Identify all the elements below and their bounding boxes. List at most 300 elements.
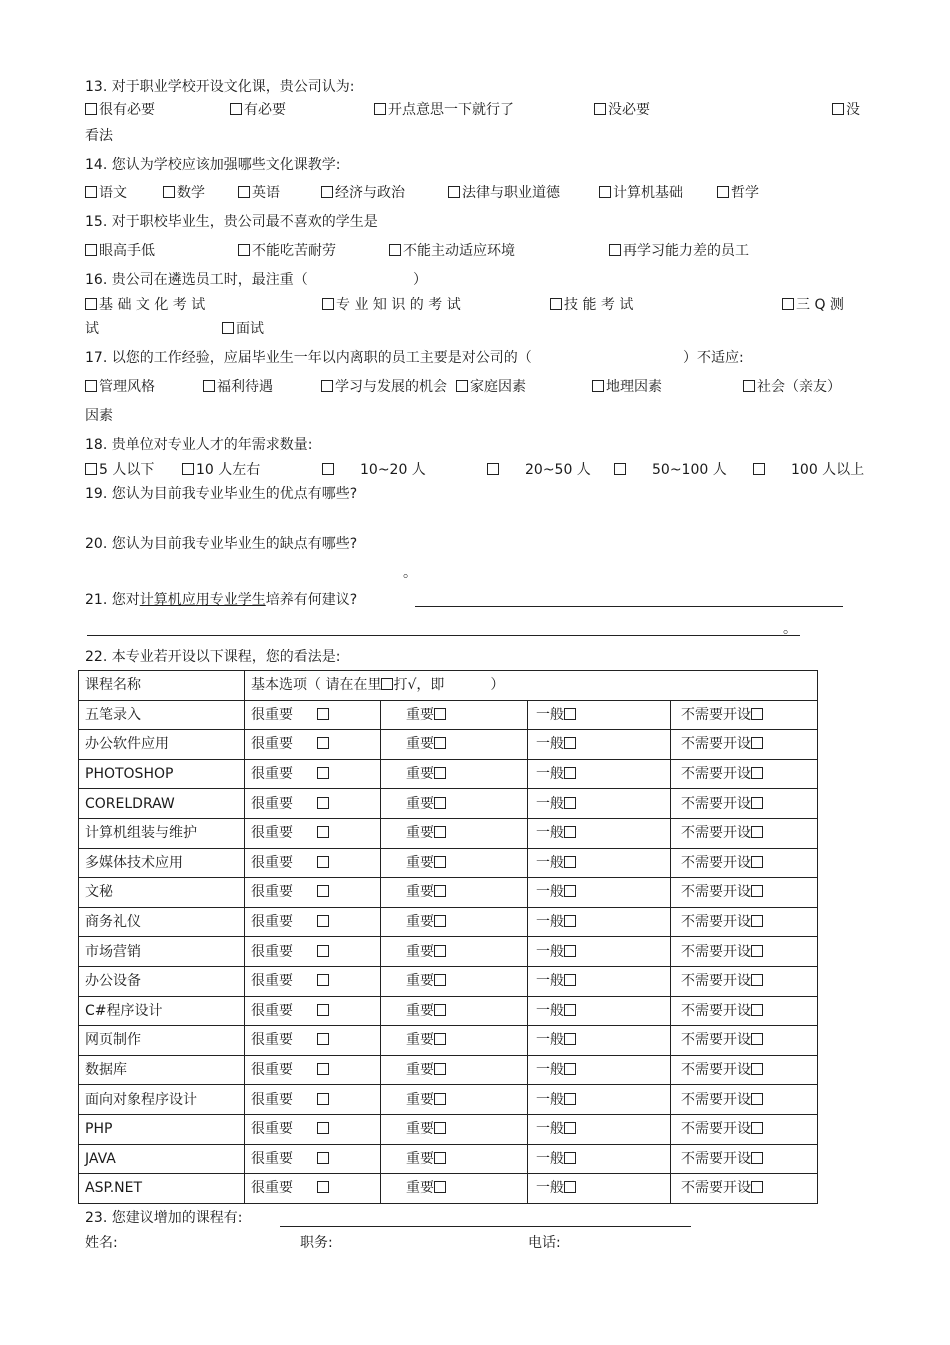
checkbox-icon[interactable] [751, 885, 763, 897]
rating-cell[interactable] [528, 818, 671, 848]
rating-label: 一般 [536, 1180, 564, 1197]
rating-cell[interactable] [245, 1114, 381, 1144]
checkbox-icon[interactable] [434, 737, 446, 749]
q14-option-4[interactable]: 经济与政治 [321, 184, 405, 202]
q14-option-1[interactable]: 语文 [85, 184, 127, 202]
q13-option-2[interactable]: 有必要 [230, 101, 286, 119]
rating-cell[interactable] [245, 759, 381, 789]
checkbox-icon[interactable] [434, 915, 446, 927]
q21-end-mark: 。 [783, 621, 797, 637]
checkbox-icon[interactable] [832, 103, 844, 115]
rating-label: 重要 [406, 854, 434, 871]
checkbox-icon[interactable] [85, 244, 97, 256]
rating-cell[interactable] [671, 937, 818, 967]
checkbox-icon[interactable] [564, 708, 576, 720]
rating-label: 一般 [536, 1062, 564, 1079]
checkbox-icon[interactable] [317, 1122, 329, 1134]
checkbox-icon[interactable] [564, 1033, 576, 1045]
rating-cell[interactable] [245, 1174, 381, 1204]
q21-answer-line-2[interactable] [87, 635, 800, 636]
rating-label: 很重要 [251, 854, 293, 871]
checkbox-icon[interactable] [564, 1093, 576, 1105]
rating-cell[interactable] [671, 759, 818, 789]
checkbox-icon[interactable] [85, 380, 97, 392]
checkbox-icon[interactable] [599, 186, 611, 198]
checkbox-icon[interactable] [564, 826, 576, 838]
rating-cell[interactable] [381, 759, 528, 789]
rating-cell[interactable] [671, 966, 818, 996]
checkbox-icon[interactable] [85, 463, 97, 475]
checkbox-icon[interactable] [389, 244, 401, 256]
rating-cell[interactable] [381, 730, 528, 760]
checkbox-icon[interactable] [564, 974, 576, 986]
rating-label: 不需要开设 [681, 1002, 751, 1019]
checkbox-icon[interactable] [751, 797, 763, 809]
rating-cell[interactable] [245, 996, 381, 1026]
checkbox-icon[interactable] [317, 1152, 329, 1164]
q18-question: 18. 贵单位对专业人才的年需求数量: [85, 437, 313, 453]
checkbox-icon[interactable] [374, 103, 386, 115]
q16-option-4[interactable]: 三 Q 测 [782, 296, 844, 314]
table-row [79, 730, 818, 760]
table-row [79, 848, 818, 878]
checkbox-icon[interactable] [434, 797, 446, 809]
rating-label: 不需要开设 [681, 884, 751, 901]
checkbox-icon[interactable] [609, 244, 621, 256]
q13-option-1[interactable]: 很有必要 [85, 101, 155, 119]
rating-label: 一般 [536, 766, 564, 783]
checkbox-icon[interactable] [85, 103, 97, 115]
rating-cell[interactable] [671, 818, 818, 848]
rating-cell[interactable] [528, 1085, 671, 1115]
rating-cell[interactable] [245, 937, 381, 967]
rating-cell[interactable] [381, 996, 528, 1026]
checkbox-icon[interactable] [434, 826, 446, 838]
rating-cell[interactable] [245, 789, 381, 819]
rating-cell[interactable] [381, 937, 528, 967]
rating-cell[interactable] [381, 1144, 528, 1174]
table-row [79, 700, 818, 730]
table-row [79, 1144, 818, 1174]
q16-question-end: ） [413, 272, 427, 288]
rating-label: 一般 [536, 854, 564, 871]
rating-label: 一般 [536, 825, 564, 842]
checkbox-icon[interactable] [456, 380, 468, 392]
checkbox-icon[interactable] [614, 463, 626, 475]
course-name: 数据库 [79, 1055, 245, 1085]
course-name: 计算机组装与维护 [79, 818, 245, 848]
q14-option-7[interactable]: 哲学 [717, 184, 759, 202]
rating-cell[interactable] [528, 730, 671, 760]
checkbox-icon[interactable] [753, 463, 765, 475]
rating-cell[interactable] [671, 996, 818, 1026]
rating-cell[interactable] [381, 966, 528, 996]
checkbox-icon[interactable] [163, 186, 175, 198]
q14-option-2[interactable]: 数学 [163, 184, 205, 202]
checkbox-icon[interactable] [322, 298, 334, 310]
rating-cell[interactable] [245, 1026, 381, 1056]
rating-cell[interactable] [245, 966, 381, 996]
checkbox-icon[interactable] [564, 856, 576, 868]
q18-option-4[interactable]: 20~50 人 [487, 461, 591, 479]
checkbox-icon[interactable] [592, 380, 604, 392]
name-label: 姓名: [85, 1235, 118, 1251]
rating-cell[interactable] [671, 848, 818, 878]
checkbox-icon[interactable] [717, 186, 729, 198]
rating-cell[interactable] [671, 730, 818, 760]
table-row [79, 789, 818, 819]
rating-label: 不需要开设 [681, 914, 751, 931]
rating-label: 很重要 [251, 1002, 293, 1019]
rating-label: 重要 [406, 1032, 434, 1049]
rating-label: 不需要开设 [681, 1150, 751, 1167]
checkbox-icon[interactable] [317, 915, 329, 927]
rating-label: 重要 [406, 736, 434, 753]
rating-cell[interactable] [528, 1026, 671, 1056]
rating-cell[interactable] [381, 1055, 528, 1085]
q18-option-6[interactable]: 100 人以上 [753, 461, 864, 479]
rating-label: 很重要 [251, 795, 293, 812]
rating-label: 很重要 [251, 1150, 293, 1167]
course-name: 办公软件应用 [79, 730, 245, 760]
rating-label: 一般 [536, 1002, 564, 1019]
rating-cell[interactable] [381, 700, 528, 730]
checkbox-icon[interactable] [434, 1181, 446, 1193]
rating-cell[interactable] [245, 1085, 381, 1115]
checkbox-icon[interactable] [594, 103, 606, 115]
q16-option-2[interactable]: 专 业 知 识 的 考 试 [322, 296, 461, 314]
rating-label: 不需要开设 [681, 766, 751, 783]
rating-label: 重要 [406, 884, 434, 901]
rating-cell[interactable] [528, 878, 671, 908]
rating-cell[interactable] [671, 1026, 818, 1056]
rating-label: 一般 [536, 1121, 564, 1138]
rating-cell[interactable] [671, 1174, 818, 1204]
checkbox-icon[interactable] [203, 380, 215, 392]
checkbox-icon[interactable] [751, 708, 763, 720]
rating-cell[interactable] [245, 700, 381, 730]
rating-cell[interactable] [671, 1114, 818, 1144]
checkbox-icon[interactable] [782, 298, 794, 310]
checkbox-icon[interactable] [317, 797, 329, 809]
checkbox-icon[interactable] [434, 1122, 446, 1134]
checkbox-icon[interactable] [317, 767, 329, 779]
rating-label: 不需要开设 [681, 1091, 751, 1108]
rating-cell[interactable] [381, 848, 528, 878]
q19-question: 19. 您认为目前我专业毕业生的优点有哪些? [85, 486, 358, 502]
checkbox-icon[interactable] [751, 1063, 763, 1075]
rating-label: 很重要 [251, 1032, 293, 1049]
rating-cell[interactable] [528, 1174, 671, 1204]
checkbox-icon[interactable] [317, 974, 329, 986]
course-name: PHOTOSHOP [79, 759, 245, 789]
checkbox-icon[interactable] [564, 885, 576, 897]
table-row [79, 1026, 818, 1056]
checkbox-icon[interactable] [743, 380, 755, 392]
checkbox-icon[interactable] [317, 945, 329, 957]
rating-cell[interactable] [528, 996, 671, 1026]
q17-continuation: 因素 [85, 408, 113, 424]
rating-label: 重要 [406, 973, 434, 990]
checkbox-icon[interactable] [434, 1033, 446, 1045]
rating-label: 很重要 [251, 1121, 293, 1138]
q14-option-3[interactable]: 英语 [238, 184, 280, 202]
table-row [79, 1174, 818, 1204]
rating-cell[interactable] [381, 818, 528, 848]
rating-cell[interactable] [381, 907, 528, 937]
checkbox-icon[interactable] [564, 1181, 576, 1193]
rating-label: 重要 [406, 1150, 434, 1167]
q15-option-4[interactable]: 再学习能力差的员工 [609, 242, 749, 260]
rating-label: 不需要开设 [681, 1062, 751, 1079]
q18-option-2[interactable]: 10 人左右 [182, 461, 260, 479]
checkbox-icon[interactable] [317, 1181, 329, 1193]
rating-label: 重要 [406, 1121, 434, 1138]
q13-option-4[interactable]: 没必要 [594, 101, 650, 119]
course-name: 文秘 [79, 878, 245, 908]
q16-option-3[interactable]: 技 能 考 试 [550, 296, 633, 314]
rating-label: 不需要开设 [681, 1180, 751, 1197]
q16-option-1[interactable]: 基 础 文 化 考 试 [85, 296, 205, 314]
table-header-row [79, 671, 818, 701]
checkbox-icon[interactable] [434, 885, 446, 897]
rating-cell[interactable] [528, 1114, 671, 1144]
course-name: CORELDRAW [79, 789, 245, 819]
q17-option-4[interactable]: 家庭因素 [456, 378, 526, 396]
rating-cell[interactable] [245, 818, 381, 848]
rating-cell[interactable] [528, 789, 671, 819]
checkbox-icon[interactable] [238, 186, 250, 198]
q21-answer-line[interactable] [415, 606, 843, 607]
checkbox-icon[interactable] [85, 186, 97, 198]
checkbox-icon[interactable] [751, 915, 763, 927]
q17-option-2[interactable]: 福利待遇 [203, 378, 273, 396]
checkbox-icon[interactable] [434, 945, 446, 957]
rating-cell[interactable] [671, 1055, 818, 1085]
rating-label: 一般 [536, 1150, 564, 1167]
rating-cell[interactable] [381, 1026, 528, 1056]
q23-question: 23. 您建议增加的课程有: [85, 1210, 243, 1226]
checkbox-icon[interactable] [448, 186, 460, 198]
rating-cell[interactable] [528, 966, 671, 996]
checkbox-icon[interactable] [487, 463, 499, 475]
q23-answer-line[interactable] [280, 1226, 691, 1227]
rating-label: 很重要 [251, 766, 293, 783]
checkbox-icon[interactable] [751, 1033, 763, 1045]
checkbox-icon[interactable] [317, 826, 329, 838]
q15-option-1[interactable]: 眼高手低 [85, 242, 155, 260]
checkbox-icon[interactable] [317, 1063, 329, 1075]
rating-cell[interactable] [381, 789, 528, 819]
checkbox-icon[interactable] [434, 1152, 446, 1164]
course-name: C#程序设计 [79, 996, 245, 1026]
checkbox-icon[interactable] [434, 708, 446, 720]
checkbox-icon[interactable] [751, 767, 763, 779]
checkbox-icon[interactable] [230, 103, 242, 115]
checkbox-icon[interactable] [550, 298, 562, 310]
rating-label: 很重要 [251, 914, 293, 931]
rating-cell[interactable] [671, 700, 818, 730]
q16-option-5[interactable]: 面试 [222, 320, 264, 338]
q21-question: 21. 您对计算机应用专业学生培养有何建议? [85, 592, 358, 608]
q15-option-3[interactable]: 不能主动适应环境 [389, 242, 515, 260]
q17-option-5[interactable]: 地理因素 [592, 378, 662, 396]
q17-option-3[interactable]: 学习与发展的机会 [321, 378, 447, 396]
rating-cell[interactable] [528, 700, 671, 730]
rating-cell[interactable] [245, 730, 381, 760]
table-row [79, 1114, 818, 1144]
rating-cell[interactable] [381, 1114, 528, 1144]
rating-cell[interactable] [528, 848, 671, 878]
checkbox-icon[interactable] [85, 298, 97, 310]
checkbox-icon[interactable] [564, 767, 576, 779]
rating-label: 重要 [406, 825, 434, 842]
q13-option-3[interactable]: 开点意思一下就行了 [374, 101, 514, 119]
rating-cell[interactable] [245, 1055, 381, 1085]
table-row [79, 878, 818, 908]
q20-question: 20. 您认为目前我专业毕业生的缺点有哪些? [85, 536, 358, 552]
course-table [78, 670, 818, 1204]
checkbox-icon[interactable] [751, 974, 763, 986]
q17-question: 17. 以您的工作经验，应届毕业生一年以内离职的员工主要是对公司的（ [85, 350, 532, 366]
checkbox-icon[interactable] [751, 1181, 763, 1193]
checkbox-icon[interactable] [564, 1063, 576, 1075]
q13-option-5[interactable]: 没 [832, 101, 860, 119]
checkbox-icon[interactable] [434, 1004, 446, 1016]
rating-cell[interactable] [671, 907, 818, 937]
q20-end-mark: 。 [403, 565, 417, 581]
checkbox-icon[interactable] [564, 1004, 576, 1016]
rating-cell[interactable] [245, 1144, 381, 1174]
rating-label: 一般 [536, 1091, 564, 1108]
rating-label: 重要 [406, 766, 434, 783]
q18-option-3[interactable]: 10~20 人 [322, 461, 426, 479]
checkbox-icon[interactable] [182, 463, 194, 475]
rating-label: 不需要开设 [681, 795, 751, 812]
checkbox-icon[interactable] [322, 463, 334, 475]
rating-label: 不需要开设 [681, 1121, 751, 1138]
rating-label: 很重要 [251, 825, 293, 842]
rating-cell[interactable] [381, 1174, 528, 1204]
checkbox-icon[interactable] [238, 244, 250, 256]
q18-option-5[interactable]: 50~100 人 [614, 461, 727, 479]
rating-label: 不需要开设 [681, 973, 751, 990]
checkbox-icon[interactable] [564, 737, 576, 749]
checkbox-icon[interactable] [564, 1122, 576, 1134]
checkbox-icon[interactable] [222, 322, 234, 334]
course-name: 网页制作 [79, 1026, 245, 1056]
rating-cell[interactable] [245, 907, 381, 937]
checkbox-icon[interactable] [434, 974, 446, 986]
rating-cell[interactable] [528, 1144, 671, 1174]
checkbox-icon[interactable] [751, 1093, 763, 1105]
rating-cell[interactable] [528, 937, 671, 967]
rating-label: 重要 [406, 1091, 434, 1108]
rating-cell[interactable] [671, 789, 818, 819]
checkbox-icon[interactable] [564, 915, 576, 927]
checkbox-icon[interactable] [751, 1004, 763, 1016]
table-row [79, 1055, 818, 1085]
rating-label: 很重要 [251, 706, 293, 723]
q16-continuation: 试 [85, 321, 99, 337]
q18-option-1[interactable]: 5 人以下 [85, 461, 154, 479]
checkbox-icon[interactable] [751, 856, 763, 868]
rating-cell[interactable] [671, 878, 818, 908]
checkbox-icon[interactable] [434, 1063, 446, 1075]
rating-label: 不需要开设 [681, 706, 751, 723]
course-name-header: 课程名称 [79, 671, 245, 701]
rating-label: 不需要开设 [681, 943, 751, 960]
table-row [79, 937, 818, 967]
position-label: 职务: [300, 1235, 333, 1251]
rating-label: 重要 [406, 914, 434, 931]
course-name: 商务礼仪 [79, 907, 245, 937]
q15-option-2[interactable]: 不能吃苦耐劳 [238, 242, 336, 260]
rating-label: 一般 [536, 884, 564, 901]
rating-label: 很重要 [251, 1180, 293, 1197]
rating-cell[interactable] [381, 1085, 528, 1115]
q13-question: 13. 对于职业学校开设文化课，贵公司认为: [85, 79, 355, 95]
rating-cell[interactable] [245, 878, 381, 908]
course-name: 五笔录入 [79, 700, 245, 730]
rating-label: 不需要开设 [681, 736, 751, 753]
checkbox-icon[interactable] [317, 1004, 329, 1016]
options-header: 基本选项（ 请在在里 打√，即 ） [245, 671, 818, 701]
checkbox-icon[interactable] [321, 380, 333, 392]
q17-option-6[interactable]: 社会（亲友） [743, 378, 841, 396]
rating-label: 重要 [406, 1062, 434, 1079]
checkbox-icon[interactable] [317, 856, 329, 868]
checkbox-icon[interactable] [751, 826, 763, 838]
checkbox-icon[interactable] [434, 1093, 446, 1105]
checkbox-icon[interactable] [434, 767, 446, 779]
checkbox-icon[interactable] [751, 945, 763, 957]
rating-cell[interactable] [528, 907, 671, 937]
rating-cell[interactable] [381, 878, 528, 908]
rating-cell[interactable] [245, 848, 381, 878]
q14-option-5[interactable]: 法律与职业道德 [448, 184, 560, 202]
q14-option-6[interactable]: 计算机基础 [599, 184, 683, 202]
checkbox-icon[interactable] [751, 1152, 763, 1164]
checkbox-icon[interactable] [317, 708, 329, 720]
rating-cell[interactable] [528, 1055, 671, 1085]
rating-label: 一般 [536, 706, 564, 723]
course-name: 多媒体技术应用 [79, 848, 245, 878]
checkbox-icon[interactable] [317, 737, 329, 749]
checkbox-icon[interactable] [317, 885, 329, 897]
rating-label: 一般 [536, 795, 564, 812]
checkbox-icon[interactable] [564, 797, 576, 809]
checkbox-icon[interactable] [317, 1033, 329, 1045]
course-name: 面向对象程序设计 [79, 1085, 245, 1115]
rating-label: 很重要 [251, 884, 293, 901]
rating-cell[interactable] [528, 759, 671, 789]
checkbox-icon[interactable] [434, 856, 446, 868]
checkbox-icon[interactable] [751, 737, 763, 749]
checkbox-icon[interactable] [321, 186, 333, 198]
rating-label: 一般 [536, 914, 564, 931]
checkbox-icon[interactable] [751, 1122, 763, 1134]
rating-label: 重要 [406, 1002, 434, 1019]
q17-option-1[interactable]: 管理风格 [85, 378, 155, 396]
rating-label: 不需要开设 [681, 825, 751, 842]
rating-cell[interactable] [671, 1144, 818, 1174]
course-name: 市场营销 [79, 937, 245, 967]
checkbox-icon[interactable] [564, 1152, 576, 1164]
rating-cell[interactable] [671, 1085, 818, 1115]
checkbox-icon[interactable] [317, 1093, 329, 1105]
checkbox-icon[interactable] [564, 945, 576, 957]
